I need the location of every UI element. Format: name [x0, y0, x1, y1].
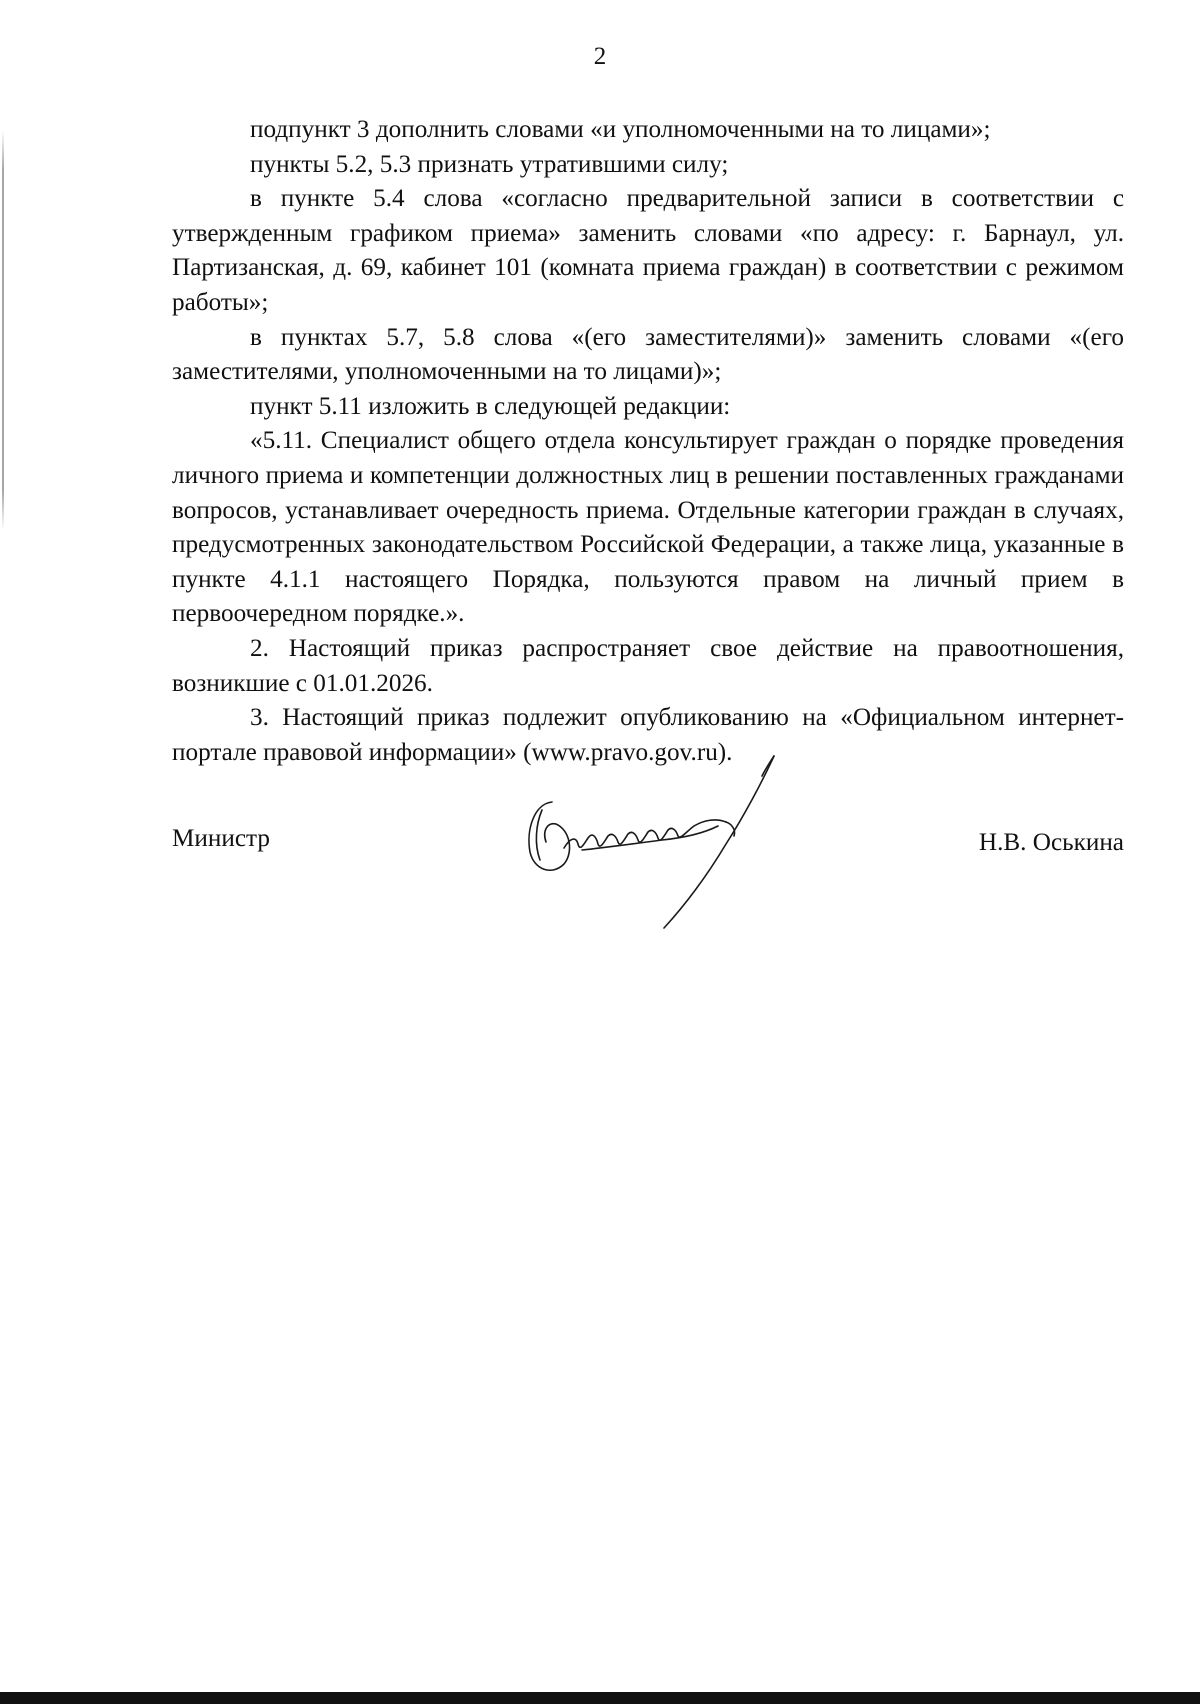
paragraph-subpoint-3: подпункт 3 дополнить словами «и уполномоченными на то лицами»; — [250, 116, 991, 143]
paragraph-item-3: 3. Настоящий приказ подлежит опубликованию на «Официальном интернет-портале правовой информации» (www.pravo.gov.ru). — [172, 704, 1124, 766]
paragraph-points-5-7-5-8: в пунктах 5.7, 5.8 слова «(его заместителями)» заменить словами «(его заместителями, уполномоченными на то лицами)»; — [172, 323, 1124, 386]
scan-bottom-edge — [0, 1692, 1200, 1704]
document-body — [172, 113, 1124, 770]
signer-role: Министр — [172, 825, 270, 852]
signature-block — [172, 812, 1124, 922]
paragraph-item-2: 2. Настоящий приказ распространяет свое действие на правоотношения, возникшие с 01.01.2026. — [172, 634, 1124, 697]
page-number: 2 — [593, 43, 607, 70]
paragraph-point-5-4: в пункте 5.4 слова «согласно предварительной записи в соответствии с утвержденным графиком приема» заменить словами «по адресу: г. Барнаул, ул. Партизанская, д. 69, кабинет 101 (комната приема граждан) в соответствии с режимом работы»; — [172, 185, 1124, 316]
paragraph-point-5-11-text: «5.11. Специалист общего отдела консультирует граждан о порядке проведения личного приема и компетенции должностных лиц в решении поставленных гражданами вопросов, устанавливает очередность приема. Отдельные категории граждан в случаях, предусмотренных законодательством Российской Федерации, а также лица, указанные в пункте 4.1.1 настоящего Порядка, пользуются правом на личный прием в первоочередном порядке.». — [172, 427, 1124, 628]
signer-name: Н.В. Оськина — [978, 829, 1124, 856]
paragraph-points-5-2-5-3: пункты 5.2, 5.3 признать утратившими силу; — [250, 150, 729, 178]
paragraph-point-5-11-intro: пункт 5.11 изложить в следующей редакции: — [250, 392, 731, 420]
handwritten-signature — [512, 752, 812, 932]
scan-edge-mark — [2, 130, 4, 530]
